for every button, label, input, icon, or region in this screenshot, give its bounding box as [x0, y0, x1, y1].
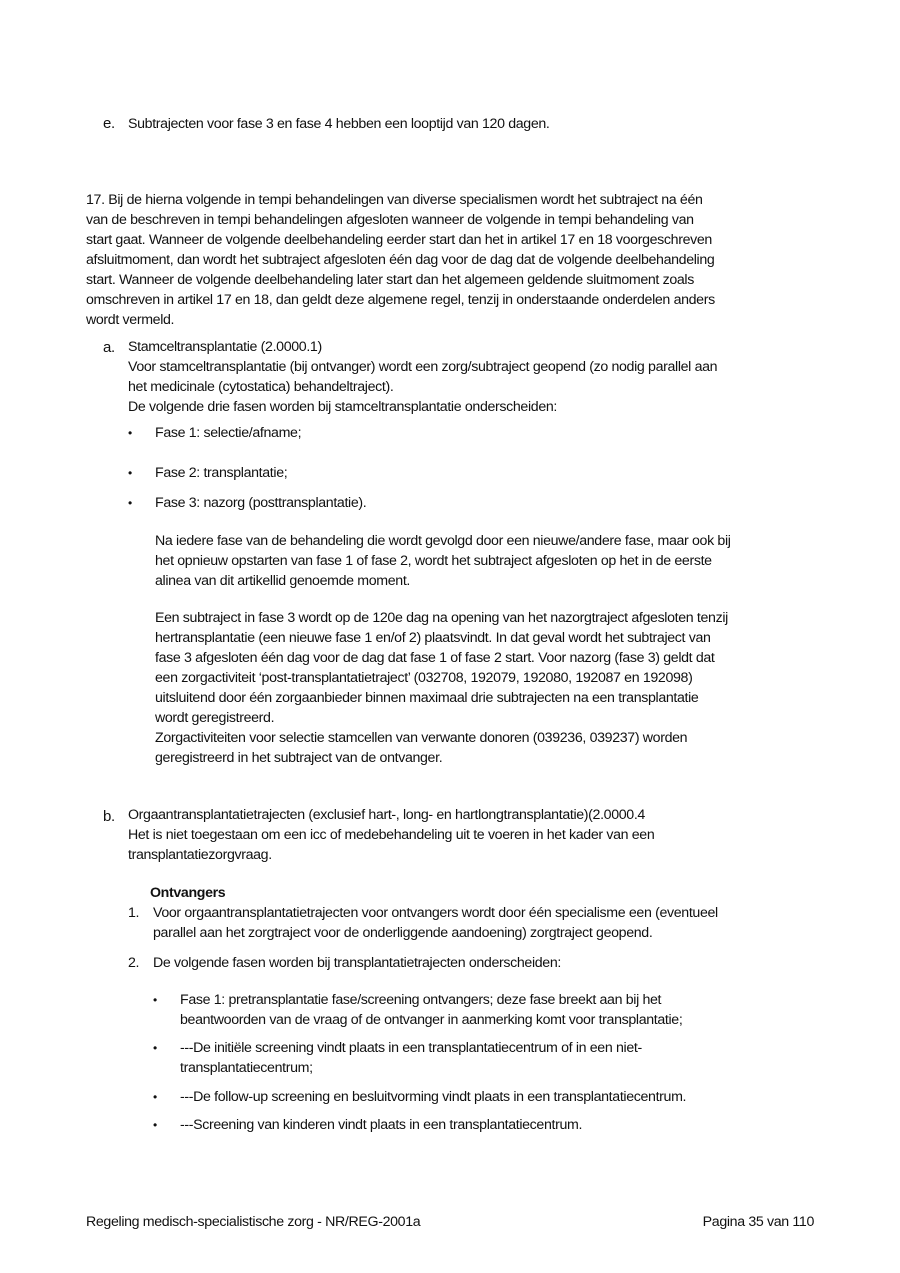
paragraph-line: omschreven in artikel 17 en 18, dan geldt deze algemene regel, tenzij in onderstaande onderdelen anders — [86, 292, 715, 308]
footer-page-number: Pagina 35 van 110 — [702, 1214, 814, 1230]
paragraph-line: Zorgactiviteiten voor selectie stamcellen van verwante donoren (039236, 039237) worden — [155, 730, 688, 746]
list-item: Fase 2: transplantatie; — [155, 465, 288, 481]
section-a-paragraph-2 — [155, 608, 728, 768]
list-item: Fase 1: selectie/afname; — [155, 425, 302, 441]
paragraph-line: ---De initiële screening vindt plaats in een transplantatiecentrum of in een niet- — [180, 1040, 642, 1056]
section-a-title: Stamceltransplantatie (2.0000.1) — [128, 339, 322, 355]
paragraph-line: Het is niet toegestaan om een icc of medebehandeling uit te voeren in het kader van een — [128, 827, 655, 843]
paragraph-line: De volgende fasen worden bij transplantatietrajecten onderscheiden: — [153, 955, 561, 971]
paragraph-line: transplantatiecentrum; — [180, 1060, 313, 1076]
paragraph-line: Voor orgaantransplantatietrajecten voor ontvangers wordt door één specialisme een (eventueel — [153, 905, 718, 921]
list-item: Fase 3: nazorg (posttransplantatie). — [155, 495, 367, 511]
paragraph-line: De volgende drie fasen worden bij stamceltransplantatie onderscheiden: — [128, 399, 557, 415]
paragraph-line: ---Screening van kinderen vindt plaats in een transplantatiecentrum. — [180, 1117, 583, 1133]
paragraph-line: alinea van dit artikellid genoemde moment. — [155, 573, 411, 589]
paragraph-line: Fase 1: pretransplantatie fase/screening ontvangers; deze fase breekt aan bij het — [180, 992, 662, 1008]
section-b-title: Orgaantransplantatietrajecten (exclusief hart-, long- en hartlongtransplantatie)(2.0000.4 — [128, 807, 645, 823]
list-marker: a. — [103, 339, 115, 356]
list-marker: e. — [103, 115, 115, 132]
paragraph-line: wordt vermeld. — [86, 312, 175, 328]
footer-document-title: Regeling medisch-specialistische zorg - NR/REG-2001a — [86, 1214, 421, 1230]
list-item — [180, 1087, 686, 1107]
paragraph-line: parallel aan het zorgtraject voor de onderliggende aandoening) zorgtraject geopend. — [153, 925, 653, 941]
paragraph-line: een zorgactiviteit ‘post-transplantatietraject’ (032708, 192079, 192080, 192087 en 192098) — [155, 670, 693, 686]
list-item — [180, 990, 682, 1030]
bullet-icon: • — [153, 1041, 157, 1055]
paragraph-line: ---De follow-up screening en besluitvorming vindt plaats in een transplantatiecentrum. — [180, 1089, 687, 1105]
section-a-paragraph-1 — [155, 531, 731, 591]
bullet-icon: • — [128, 496, 132, 510]
bullet-icon: • — [153, 1090, 157, 1104]
numbered-item — [153, 903, 718, 943]
paragraph-line: van de beschreven in tempi behandelingen afgesloten wanneer de volgende in tempi behandeling van — [86, 212, 694, 228]
paragraph-line: geregistreerd in het subtraject van de ontvanger. — [155, 750, 443, 766]
section-e-text: Subtrajecten voor fase 3 en fase 4 hebben een looptijd van 120 dagen. — [128, 116, 550, 132]
paragraph-line: beantwoorden van de vraag of de ontvanger in aanmerking komt voor transplantatie; — [180, 1012, 683, 1028]
paragraph-line: het medicinale (cytostatica) behandeltraject). — [128, 379, 394, 395]
paragraph-line: start. Wanneer de volgende deelbehandeling later start dan het algemeen geldende sluitmoment zoals — [86, 272, 694, 288]
list-item — [180, 1115, 582, 1135]
paragraph-line: Een subtraject in fase 3 wordt op de 120e dag na opening van het nazorgtraject afgesloten tenzij — [155, 610, 728, 626]
list-marker: 1. — [128, 905, 140, 921]
paragraph-line: uitsluitend door één zorgaanbieder binnen maximaal drie subtrajecten na een transplantatie — [155, 690, 699, 706]
paragraph-line: 17. Bij de hierna volgende in tempi behandelingen van diverse specialismen wordt het subtraject na één — [86, 192, 703, 208]
paragraph-line: Voor stamceltransplantatie (bij ontvanger) wordt een zorg/subtraject geopend (zo nodig parallel aan — [128, 359, 718, 375]
subheading-ontvangers: Ontvangers — [150, 885, 226, 901]
article-17 — [86, 190, 715, 330]
paragraph-line: afsluitmoment, dan wordt het subtraject afgesloten één dag voor de dag dat de volgende deelbehandeling — [86, 252, 715, 268]
list-marker: 2. — [128, 955, 140, 971]
paragraph-line: het opnieuw opstarten van fase 1 of fase 2, wordt het subtraject afgesloten op het in de eerste — [155, 553, 712, 569]
paragraph-line: hertransplantatie (een nieuwe fase 1 en/of 2) plaatsvindt. In dat geval wordt het subtraject van — [155, 630, 711, 646]
paragraph-line: wordt geregistreerd. — [155, 710, 275, 726]
paragraph-line: fase 3 afgesloten één dag voor de dag dat fase 1 of fase 2 start. Voor nazorg (fase 3) geldt dat — [155, 650, 715, 666]
bullet-icon: • — [128, 426, 132, 440]
list-marker: b. — [103, 808, 115, 825]
list-item — [180, 1038, 642, 1078]
paragraph-line: start gaat. Wanneer de volgende deelbehandeling eerder start dan het in artikel 17 en 18 voorgeschreven — [86, 232, 712, 248]
paragraph-line: Na iedere fase van de behandeling die wordt gevolgd door een nieuwe/andere fase, maar ook bij — [155, 533, 731, 549]
numbered-item — [153, 953, 561, 973]
paragraph-line: transplantatiezorgvraag. — [128, 847, 272, 863]
bullet-icon: • — [128, 466, 132, 480]
bullet-icon: • — [153, 993, 157, 1007]
bullet-icon: • — [153, 1118, 157, 1132]
